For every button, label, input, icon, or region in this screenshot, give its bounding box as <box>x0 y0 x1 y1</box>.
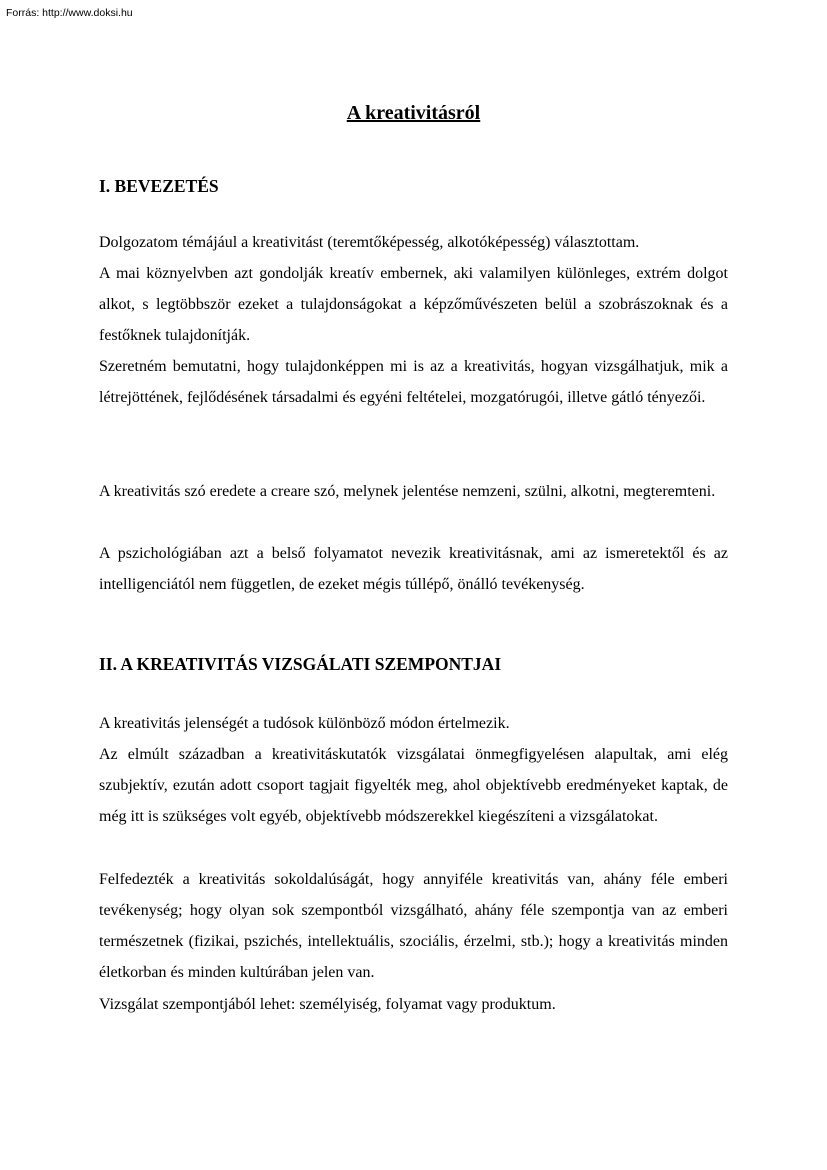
source-url-note: Forrás: http://www.doksi.hu <box>6 7 133 19</box>
paragraph-research-history: Az elmúlt században a kreativitáskutatók vizsgálatai önmegfigyelésen alapultak, ami elég szubjektív, ezután adott csoport tagjait figyelték meg, ahol objektívebb eredményeket kaptak, de még itt is szükséges volt egyéb, objektívebb módszerekkel kiegészíteni a vizsgálatokat. <box>99 746 728 825</box>
paragraph-word-origin: A kreativitás szó eredete a creare szó, melynek jelentése nemzeni, szülni, alkotni, megteremteni. <box>99 483 716 500</box>
paragraph-topic-choice: Dolgozatom témájául a kreativitást (teremtőképesség, alkotóképesség) választottam. <box>99 234 640 251</box>
paragraph-aims: Szeretném bemutatni, hogy tulajdonképpen mi is az a kreativitás, hogyan vizsgálhatjuk, mik a létrejöttének, fejlődésének társadalmi és egyéni feltételei, mozgatórugói, illetve gátló tényezői. <box>99 358 728 406</box>
paragraph-interpretations: A kreativitás jelenségét a tudósok különböző módon értelmezik. <box>99 715 510 732</box>
section-heading-introduction: I. BEVEZETÉS <box>99 176 219 196</box>
section-heading-research-aspects: II. A KREATIVITÁS VIZSGÁLATI SZEMPONTJAI <box>99 654 502 674</box>
paragraph-research-dimensions: Vizsgálat szempontjából lehet: személyiség, folyamat vagy produktum. <box>99 996 556 1013</box>
page-title: A kreativitásról <box>346 102 481 124</box>
paragraph-common-view: A mai köznyelvben azt gondolják kreatív embernek, aki valamilyen különleges, extrém dolgot alkot, s legtöbbször ezeket a tulajdonságokat a képzőművészeten belül a szobrászoknak és a festőknek tulajdonítják. <box>99 265 728 344</box>
paragraph-psychology-definition: A pszichológiában azt a belső folyamatot nevezik kreativitásnak, ami az ismeretektől és az intelligenciától nem független, de ezeket mégis túllépő, önálló tevékenység. <box>99 545 728 593</box>
paragraph-versatility: Felfedezték a kreativitás sokoldalúságát, hogy annyiféle kreativitás van, ahány féle emberi tevékenység; hogy olyan sok szempontból vizsgálható, ahány féle szempontja van az emberi természetnek (fizikai, pszichés, intellektuális, szociális, érzelmi, stb.); hogy a kreativitás minden életkorban és minden kultúrában jelen van. <box>99 871 728 981</box>
